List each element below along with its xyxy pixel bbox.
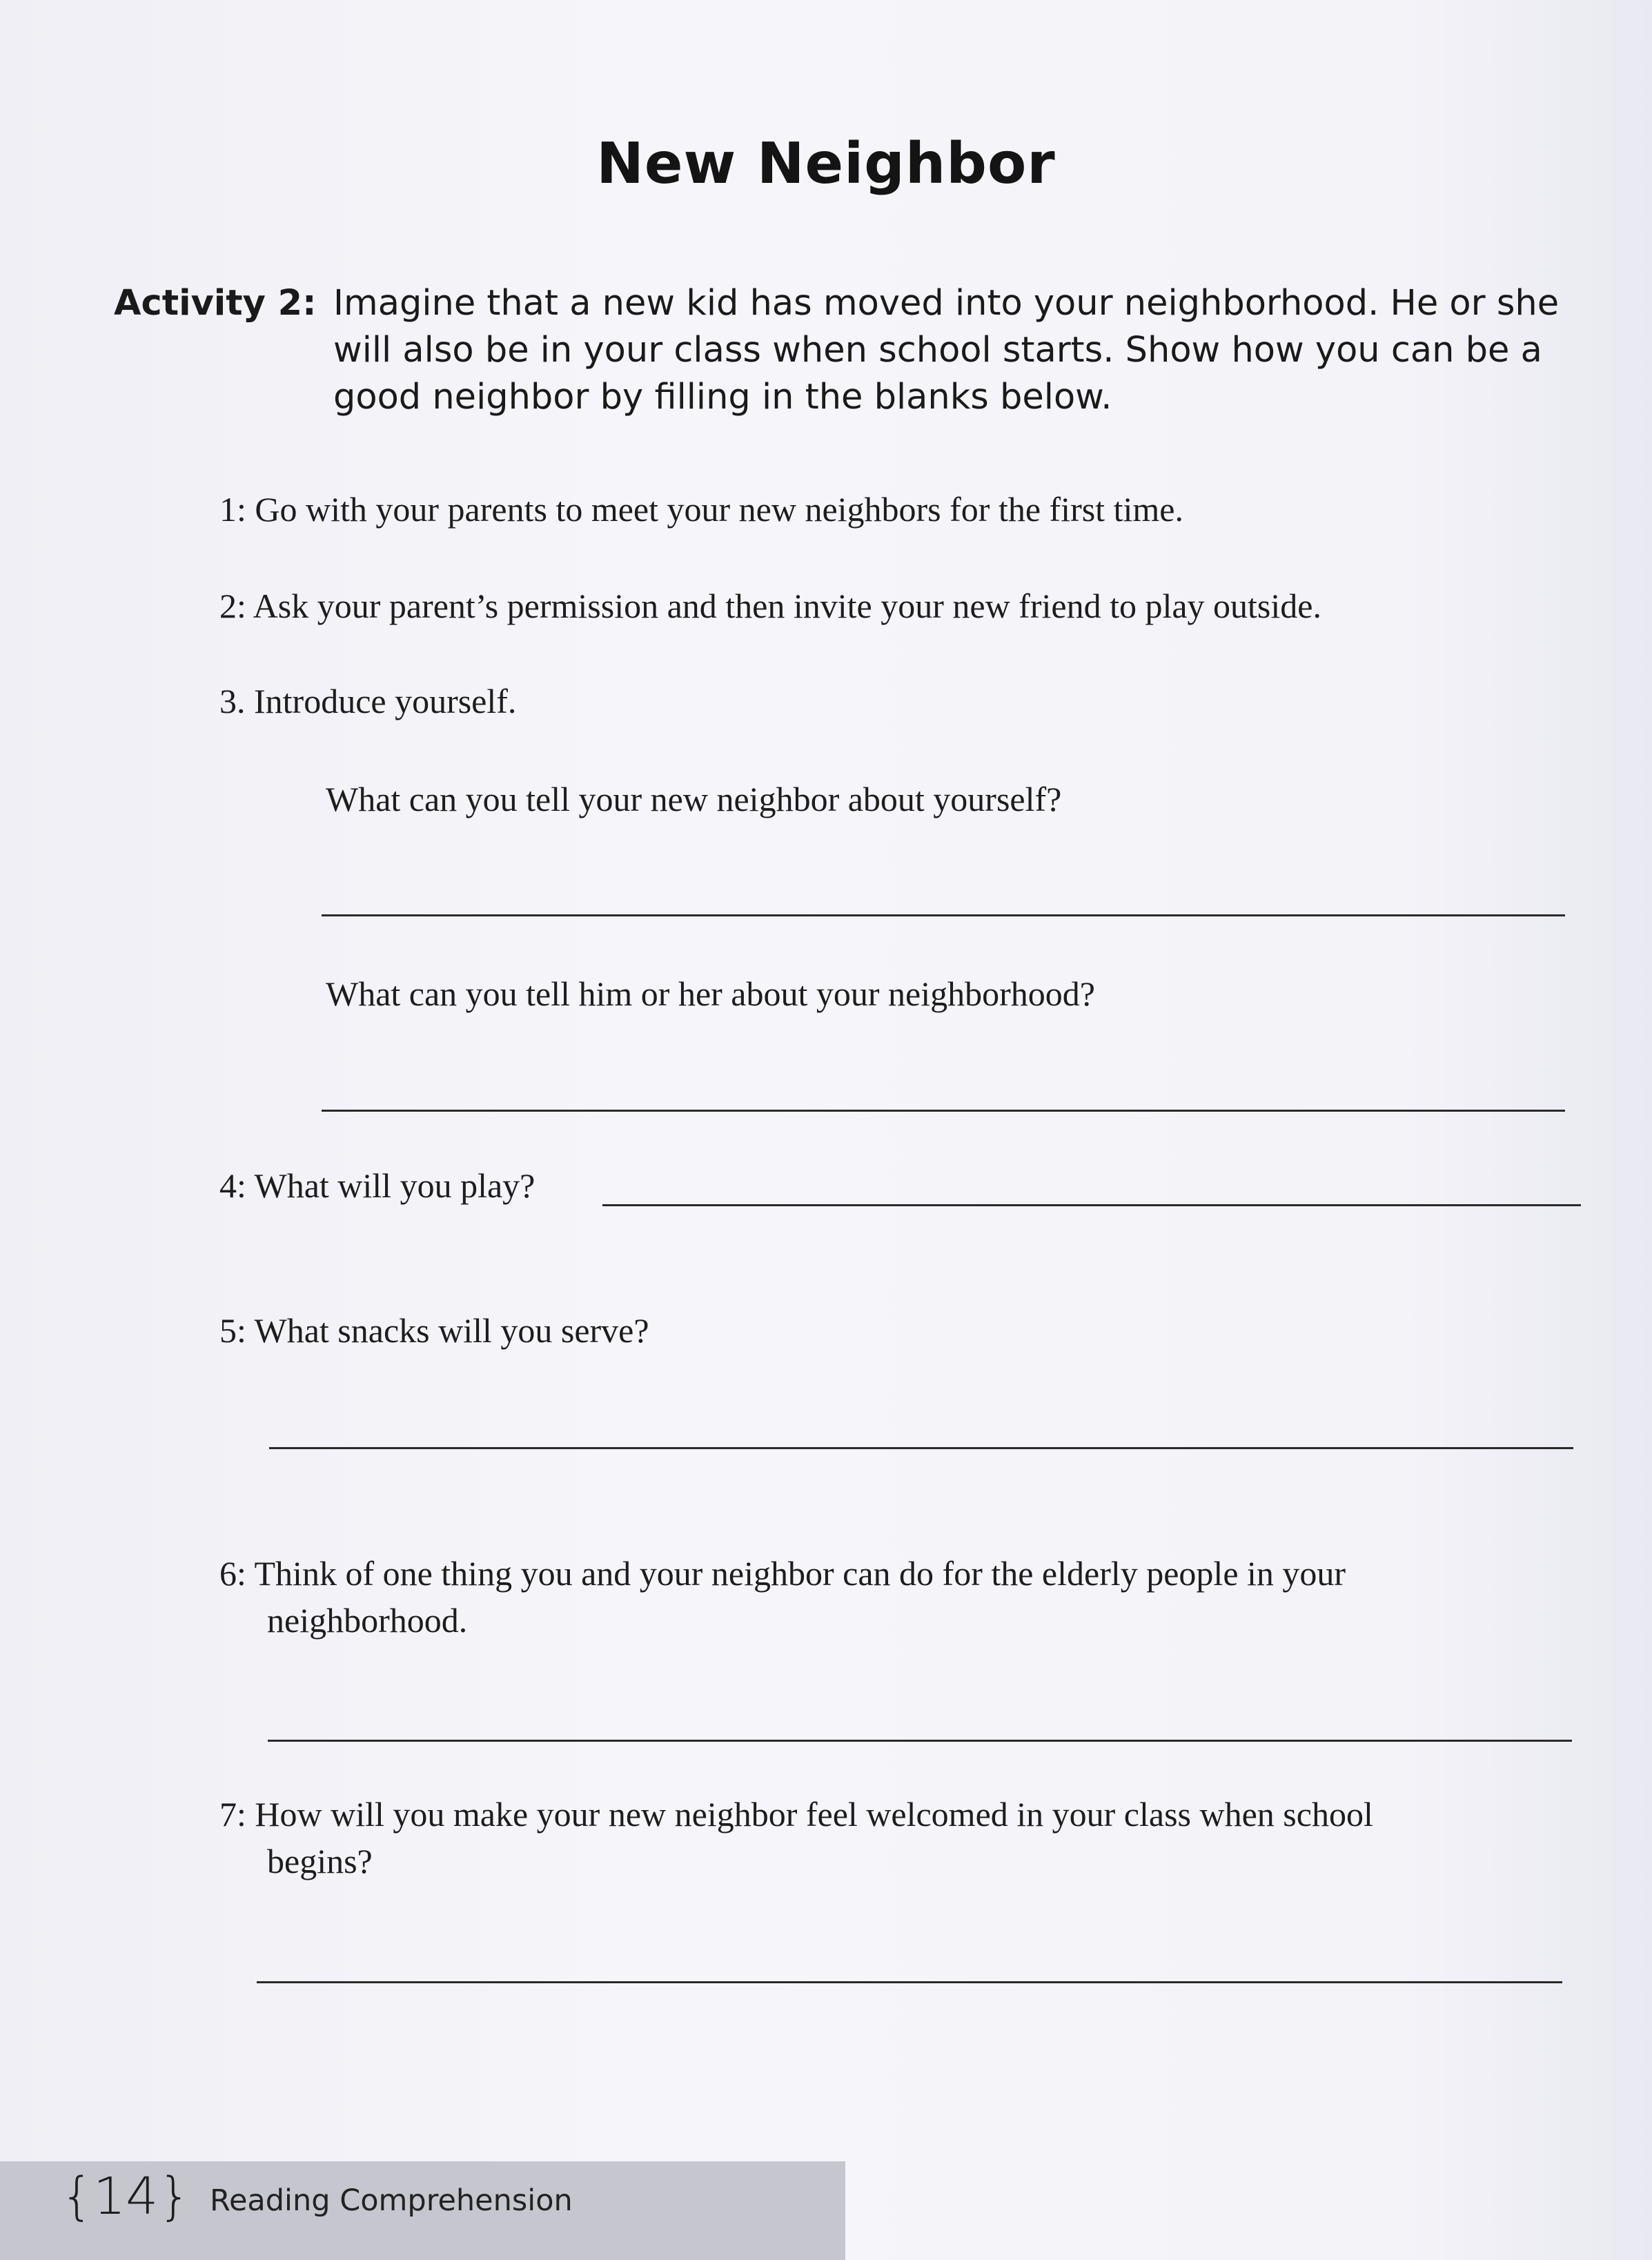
- question-7-text: How will you make your new neighbor feel welcomed in your class when school: [255, 1795, 1373, 1834]
- question-1: [219, 486, 1183, 533]
- question-5-text: What snacks will you serve?: [254, 1311, 649, 1350]
- answer-line-about-yourself[interactable]: [322, 914, 1565, 916]
- question-2: [219, 582, 1321, 629]
- question-2-text: Ask your parent’s permission and then invite your new friend to play outside.: [253, 587, 1321, 625]
- question-6-number: 6:: [219, 1554, 246, 1593]
- question-4-number: 4:: [219, 1166, 246, 1205]
- question-6-text-continued: neighborhood.: [267, 1601, 468, 1640]
- question-6: [219, 1550, 1346, 1644]
- answer-line-welcome[interactable]: [257, 1981, 1562, 1983]
- question-1-number: 1:: [219, 490, 246, 529]
- answer-line-about-neighborhood[interactable]: [322, 1110, 1565, 1112]
- question-7-text-continued: begins?: [267, 1842, 373, 1880]
- sub-question-about-yourself: What can you tell your new neighbor about yourself?: [326, 780, 1062, 818]
- activity-instructions: [114, 280, 1577, 421]
- question-2-number: 2:: [219, 587, 246, 625]
- question-5-number: 5:: [219, 1311, 246, 1350]
- answer-line-play[interactable]: [602, 1204, 1581, 1206]
- page-number: {14}: [61, 2167, 191, 2226]
- footer-section-title: Reading Comprehension: [210, 2183, 573, 2218]
- page-title: New Neighbor: [596, 131, 1056, 197]
- question-6-text: Think of one thing you and your neighbor can do for the elderly people in your: [254, 1554, 1346, 1593]
- answer-line-snacks[interactable]: [269, 1447, 1573, 1449]
- sub-question-about-neighborhood: What can you tell him or her about your neighborhood?: [326, 974, 1095, 1013]
- question-1-text: Go with your parents to meet your new neighbors for the first time.: [255, 490, 1183, 529]
- activity-label: Activity 2:: [114, 283, 317, 324]
- question-7-number: 7:: [219, 1795, 246, 1834]
- activity-text: Imagine that a new kid has moved into your neighborhood. He or she will also be in your class when school starts. Show how you can be a good neighbor by filling in the blanks below.: [333, 283, 1560, 417]
- question-4-text: What will you play?: [254, 1166, 535, 1205]
- question-5: [219, 1307, 649, 1354]
- question-3: [219, 678, 516, 725]
- question-3-text: Introduce yourself.: [254, 682, 517, 720]
- question-3-number: 3.: [219, 682, 246, 720]
- question-4: [219, 1162, 535, 1209]
- answer-line-elderly[interactable]: [268, 1740, 1572, 1742]
- question-7: [219, 1791, 1373, 1885]
